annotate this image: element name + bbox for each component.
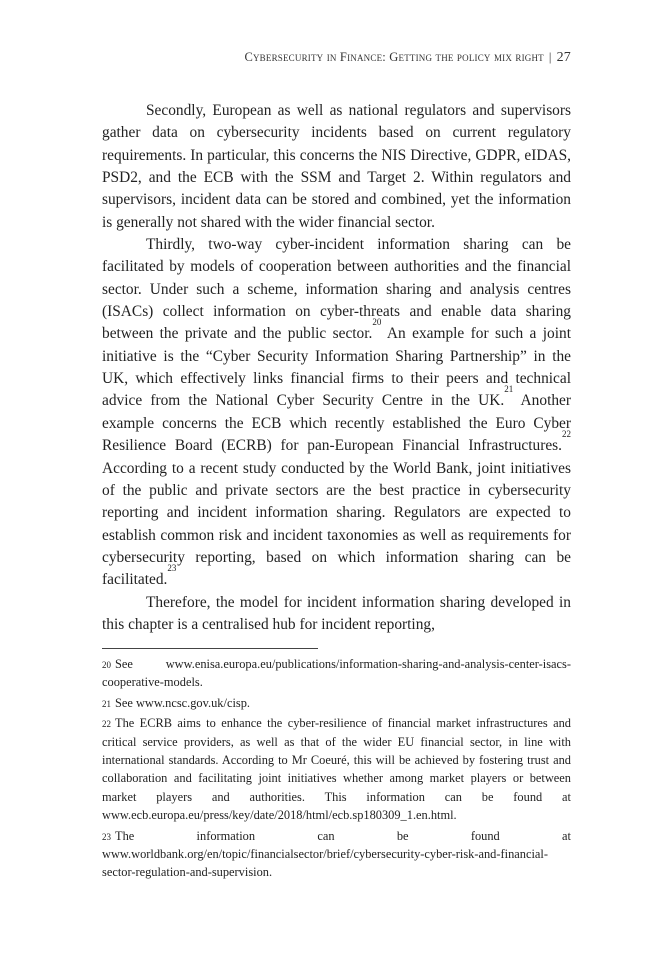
- footnote-text: See www.enisa.europa.eu/publications/information-sharing-and-analysis-center-isacs-cooperative-models.: [102, 657, 571, 690]
- footnotes: [102, 655, 571, 884]
- footnote-text: The information can be found at www.worldbank.org/en/topic/financialsector/brief/cybersecurity-cyber-risk-and-financial-sector-regulation-and-supervision.: [102, 828, 571, 880]
- footnote-ref-23: 23: [167, 563, 177, 574]
- footnote-number: 22: [102, 719, 111, 730]
- footnote-23: [102, 827, 571, 882]
- footnote-number: 23: [102, 831, 111, 842]
- paragraph-text: Thirdly, two-way cyber-incident information sharing can be facilitated by models of cooperation between authorities and the financial sector. Under such a scheme, information sharing and analysis centres (ISACs) collect information on cyber-threats and enable data sharing between the private and the public sector.: [102, 236, 571, 343]
- body-text: [102, 100, 571, 636]
- footnote-22: [102, 714, 571, 824]
- paragraph-text: An example for such a joint initiative is the “Cyber Security Information Sharing Partnership” in the UK, which effectively links financial firms to their peers and technical advice from the National Cyber Security Centre in the UK.: [102, 325, 571, 410]
- footnote-text: The ECRB aims to enhance the cyber-resilience of financial market infrastructures and critical service providers, as well as that of the wider EU financial sector, in line with international standards. According to Mr Coeuré, this will be achieved by fostering trust and collaboration and facilitating joint initiatives whether among market players or between market players and authorities. This information can be found at www.ecb.europa.eu/press/key/date/2018/html/ecb.sp180309_1.en.html.: [102, 716, 571, 823]
- footnote-number: 20: [102, 660, 111, 670]
- footnote-divider: [102, 648, 318, 649]
- footnote-20: [102, 655, 571, 692]
- paragraph-therefore: Therefore, the model for incident information sharing developed in this chapter is a centralised hub for incident reporting,: [102, 593, 571, 633]
- running-title: Cybersecurity in Finance: Getting the policy mix right: [244, 50, 544, 64]
- footnote-number: 21: [102, 698, 111, 709]
- header-separator: |: [548, 50, 552, 64]
- footnote-ref-22: 22: [562, 429, 571, 440]
- paragraph-text: According to a recent study conducted by the World Bank, joint initiatives of the public and private sectors are the best practice in cybersecurity reporting and incident information sharing. Regulators are expected to establish common risk and incident taxonomies as well as requirements for cybersecurity reporting, based on which information sharing can be facilitated.: [102, 459, 571, 589]
- footnote-text: See www.ncsc.gov.uk/cisp.: [115, 695, 251, 710]
- footnote-21: [102, 694, 571, 712]
- paragraph-text: Another example concerns the ECB which recently established the Euro Cyber Resilience Board (ECRB) for pan-European Financial Infrastructures.: [102, 392, 571, 455]
- paragraph-thirdly: [102, 234, 571, 592]
- footnote-ref-21: 21: [504, 384, 514, 395]
- running-header: [150, 50, 571, 66]
- page-number: 27: [556, 50, 571, 65]
- paragraph-secondly: Secondly, European as well as national regulators and supervisors gather data on cybersecurity incidents based on current regulatory requirements. In particular, this concerns the NIS Directive, GDPR, eIDAS, PSD2, and the ECB with the SSM and Target 2. Within regulators and supervisors, incident data can be stored and combined, yet the information is generally not shared with the wider financial sector.: [102, 102, 571, 231]
- footnote-ref-20: 20: [372, 317, 382, 328]
